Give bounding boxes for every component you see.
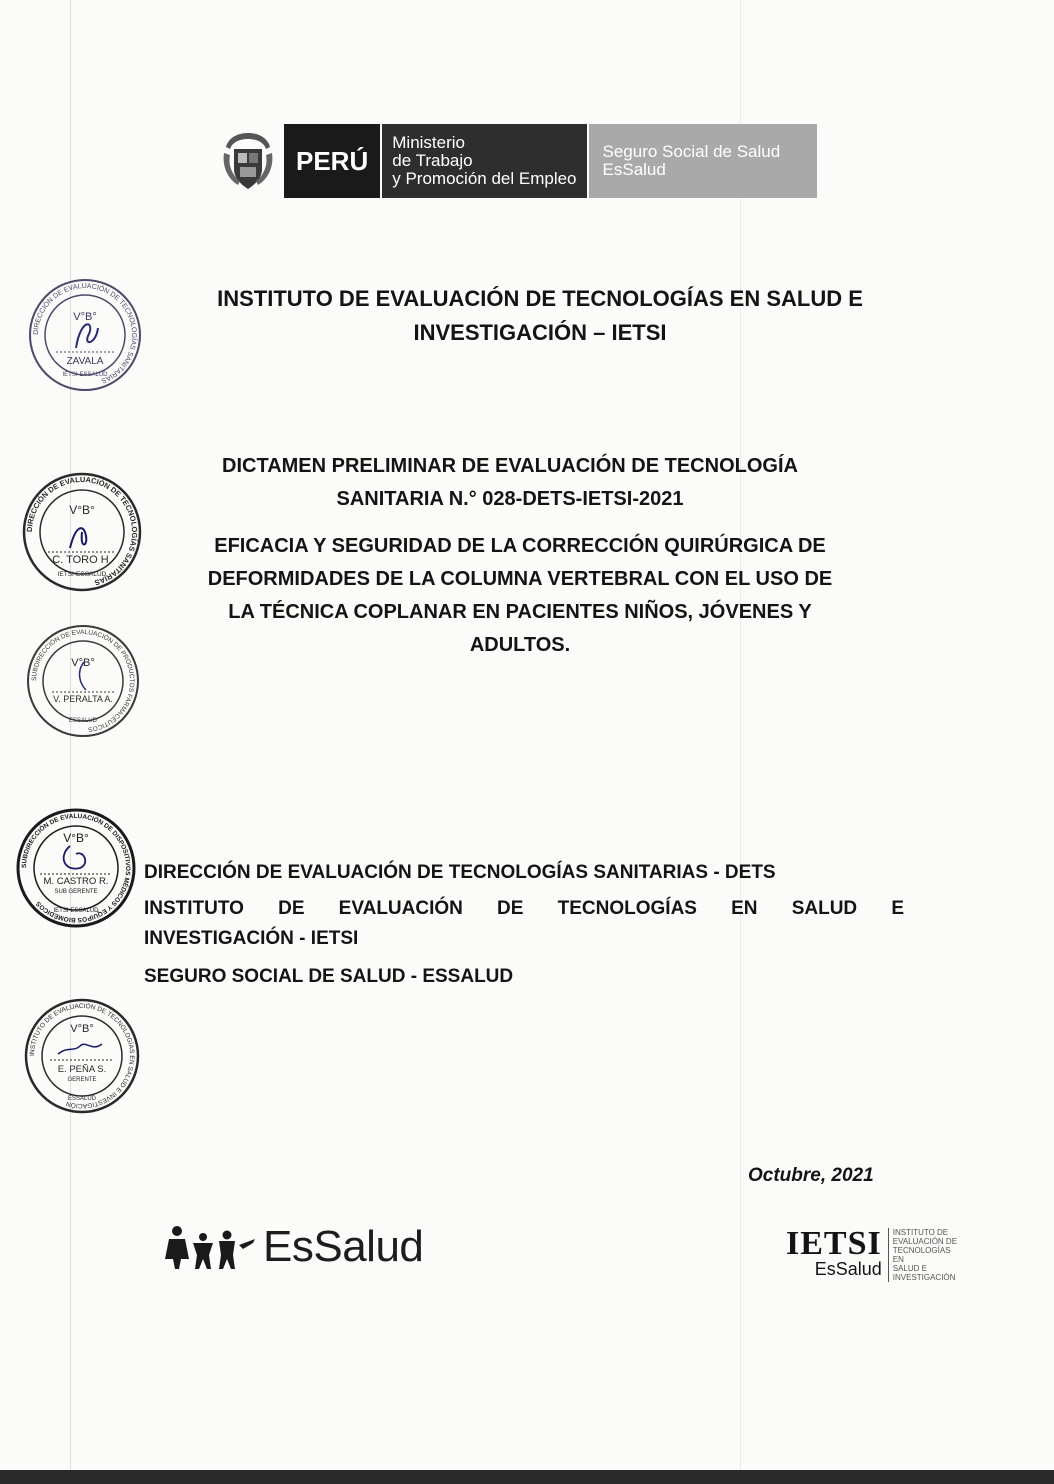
dictamen-line: SANITARIA N.° 028-DETS-IETSI-2021 (336, 488, 684, 510)
stamp-name: ZAVALA (66, 356, 104, 367)
dictamen-line: DICTAMEN PRELIMINAR DE EVALUACIÓN DE TECNOLOGÍA (222, 455, 798, 477)
agency-line: EsSalud (602, 160, 666, 179)
issuer-essalud: SEGURO SOCIAL DE SALUD - ESSALUD (144, 966, 514, 987)
document-date: Octubre, 2021 (748, 1165, 874, 1186)
approval-stamp-pena (22, 996, 142, 1116)
subject-line: EFICACIA Y SEGURIDAD DE LA CORRECCIÓN QUIRÚRGICA DE (214, 535, 826, 557)
issuer-ietsi-line2: INVESTIGACIÓN - IETSI (144, 928, 359, 949)
subject-line: LA TÉCNICA COPLANAR EN PACIENTES NIÑOS, JÓVENES Y (228, 601, 812, 623)
stamp-name: E. PEÑA S. (57, 1064, 107, 1075)
stamp-foot: ESSALUD (68, 718, 98, 724)
scan-bottom-edge (0, 1470, 1054, 1484)
stamp-vb: V°B° (69, 503, 95, 517)
ietsi-acronym: IETSI (786, 1225, 882, 1262)
stamp-name: C. TORO H. (52, 554, 112, 566)
stamp-vb: V°B° (71, 657, 95, 669)
stamp-role: SUB GERENTE (54, 889, 98, 895)
stamp-vb: V°B° (63, 831, 89, 845)
ietsi-logo (786, 1225, 963, 1282)
title-line: INVESTIGACIÓN – IETSI (413, 320, 667, 345)
agency-label (587, 124, 817, 198)
stamp-role: GERENTE (67, 1077, 97, 1083)
scan-fold-line (740, 0, 741, 1484)
approval-stamp-toro (20, 470, 144, 594)
stamp-foot: IETSI-ESSALUD (57, 571, 107, 578)
stamp-ring-text: DIRECCIÓN DE EVALUACIÓN DE TECNOLOGÍAS SANITARIAS (24, 474, 140, 588)
stamp-name: M. CASTRO R. (43, 876, 109, 887)
ministry-line: de Trabajo (392, 151, 473, 170)
subject-line: DEFORMIDADES DE LA COLUMNA VERTEBRAL CON EL USO DE (207, 568, 833, 590)
approval-stamp-zavala (26, 276, 144, 394)
country-label: PERÚ (284, 124, 380, 198)
government-header-logo (212, 124, 817, 198)
dictamen-title (150, 450, 870, 516)
stamp-foot: IETSI-ESSALUD (62, 372, 108, 378)
scan-fold-line (70, 0, 71, 1484)
stamp-ring-text: SUBDIRECCIÓN DE EVALUACIÓN DE DISPOSITIVOS MÉDICOS Y EQUIPOS BIOMÉDICOS (20, 812, 132, 924)
coat-of-arms-icon (212, 124, 284, 198)
institute-title (146, 282, 934, 350)
ministry-label (380, 124, 586, 198)
ietsi-desc-line: EVALUACIÓN DE (892, 1237, 958, 1246)
approval-stamp-castro (14, 806, 138, 930)
stamp-vb: V°B° (70, 1023, 94, 1035)
subject-title (150, 530, 890, 662)
svg-text:INSTITUTO DE EVALUACIÓN DE TEC (29, 1001, 136, 1111)
subject-line: ADULTOS. (469, 634, 571, 656)
stamp-ring-text: INSTITUTO DE EVALUACIÓN DE TECNOLOGÍAS EN SALUD E INVESTIGACIÓN (28, 1002, 136, 1110)
essalud-logo (165, 1222, 423, 1272)
ietsi-desc-line: TECNOLOGÍAS EN (892, 1246, 951, 1264)
title-line: INSTITUTO DE EVALUACIÓN DE TECNOLOGÍAS EN SALUD E (217, 286, 863, 311)
family-figures-icon (165, 1225, 257, 1269)
stamp-vb: V°B° (73, 311, 97, 323)
stamp-foot: IETSI-ESSALUD (53, 908, 99, 914)
stamp-ring-text: DIRECCIÓN DE EVALUACIÓN DE TECNOLOGÍAS SANITARIAS (32, 282, 138, 384)
issuer-dets: DIRECCIÓN DE EVALUACIÓN DE TECNOLOGÍAS SANITARIAS - DETS (144, 862, 776, 883)
ietsi-desc-line: SALUD E (892, 1264, 927, 1273)
ietsi-desc-line: INSTITUTO DE (892, 1228, 949, 1237)
issuer-block (144, 858, 904, 998)
approval-stamp-peralta (24, 622, 142, 740)
agency-line: Seguro Social de Salud (602, 142, 781, 161)
svg-text:DIRECCIÓN DE EVALUACIÓN DE TEC (33, 283, 139, 384)
ministry-line: y Promoción del Empleo (392, 169, 577, 188)
ministry-line: Ministerio (392, 133, 465, 152)
essalud-logo-text: EsSalud (263, 1222, 424, 1271)
ietsi-description (888, 1228, 963, 1282)
stamp-foot: ESSALUD (67, 1096, 97, 1102)
ietsi-sub: EsSalud (814, 1259, 882, 1279)
stamp-name: V. PERALTA A. (53, 694, 113, 704)
ietsi-desc-line: INVESTIGACIÓN (892, 1273, 956, 1282)
stamp-ring-text: SUBDIRECCIÓN DE EVALUACIÓN DE PRODUCTOS FARMACÉUTICOS (30, 628, 136, 733)
issuer-ietsi-line1: INSTITUTO DE EVALUACIÓN DE TECNOLOGÍAS EN SALUD E (144, 898, 904, 919)
